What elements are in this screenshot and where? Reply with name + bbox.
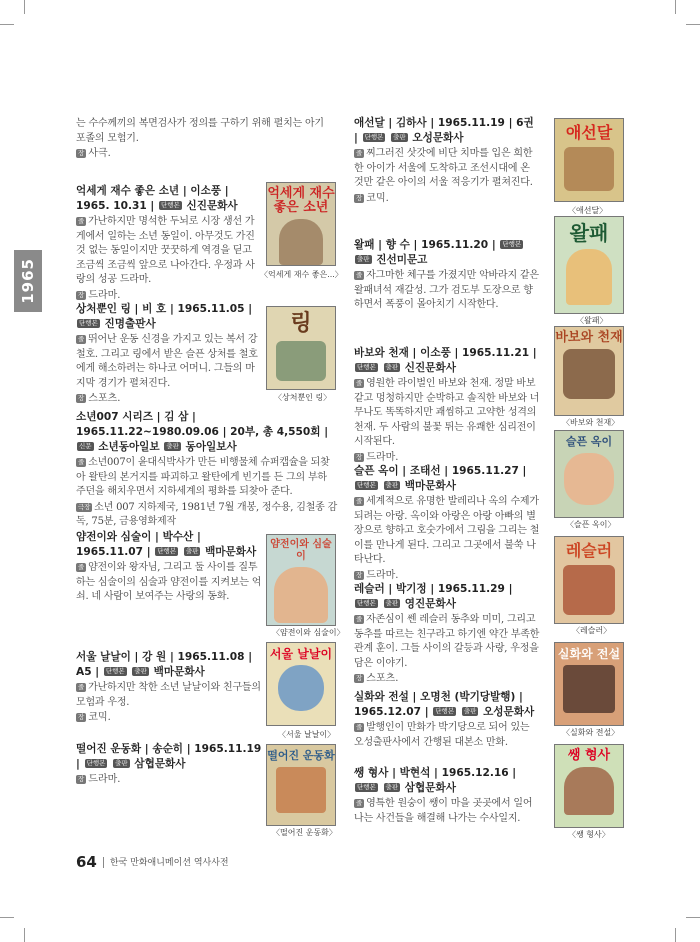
- format-tag: 신문: [79, 442, 92, 450]
- entry-heading: 얌전이와 심술이 | 박수산 | 1965.11.07 | 단행본 출판 백마문화사: [76, 531, 257, 558]
- cover-image: 슬픈 옥이: [554, 430, 624, 518]
- publisher-tag: 출판: [185, 547, 199, 555]
- format-tag: 단행본: [86, 759, 106, 767]
- format-tag: 단행본: [79, 319, 98, 327]
- format-tag: 단행본: [357, 481, 376, 489]
- desc-mark: 줄: [78, 683, 85, 691]
- entry-extra: 극장 소년 007 지하제국, 1981년 7월 개봉, 정수용, 김철종 감독, 75분, 금용영화제작: [76, 501, 338, 527]
- entry: [76, 650, 262, 725]
- entry-heading: 애선달 | 김하사 | 1965.11.19 | 6권 | 단행본 출판 오성문화사: [354, 117, 534, 144]
- entry-genre: 장 드라마.: [78, 774, 121, 785]
- crop-mark: [0, 24, 14, 25]
- publisher-tag: 출판: [385, 363, 399, 371]
- cover-image: 쌩 형사: [554, 744, 624, 828]
- crop-mark: [675, 0, 676, 14]
- cover-caption: 〈억세게 재수 좋은...〉: [260, 270, 343, 279]
- entry: [76, 410, 338, 530]
- entry-description: 줄 영원한 라이벌인 바보와 천재. 정말 바보같고 멍청하지만 순박하고 솔직한 바보와 너무나도 똑똑하지만 괘씸하고 고약한 성격의 천재. 두 사람의 불꽃 튀는 유쾌한 심리전이 시작된다.: [354, 378, 540, 447]
- cover-caption: 〈쌩 형사〉: [568, 830, 610, 839]
- genre-mark: 장: [78, 149, 85, 157]
- crop-mark: [686, 24, 700, 25]
- entry-genre: 장 사극.: [78, 148, 111, 159]
- cover-image: 억세게 재수 좋은 소년: [266, 182, 336, 266]
- crop-mark: [0, 917, 14, 918]
- cover-image: 바보와 천재: [554, 326, 624, 416]
- entry: [354, 464, 540, 583]
- cover-caption: 〈떨어진 운동화〉: [272, 828, 337, 837]
- format-tag: 단행본: [502, 240, 522, 248]
- year-label: 1965: [19, 258, 37, 304]
- year-side-tab: [14, 250, 42, 312]
- genre-mark: 장: [356, 674, 363, 682]
- cover-caption: 〈실화와 전설〉: [562, 728, 620, 737]
- cover-image: 서울 날날이: [266, 642, 336, 726]
- desc-mark: 줄: [356, 799, 363, 807]
- entry-description: 줄 찌그러진 삿갓에 비단 치마를 입은 희한한 아이가 서울에 도착하고 조선시대에 온 것만 같은 아이의 서울 적응기가 펼쳐진다.: [354, 148, 533, 188]
- publisher-tag: 출판: [115, 759, 128, 767]
- entry: [354, 582, 540, 686]
- entry-genre: 장 스포츠.: [78, 393, 121, 404]
- cover-image: 얌전이와 심술이: [266, 534, 336, 626]
- entry-heading: 서울 날날이 | 강 원 | 1965.11.08 | A5 | 단행본 출판 백마문화사: [76, 651, 253, 678]
- entry-description: 줄 가난하지만 명석한 두뇌로 시장 생선 가게에서 일하는 소년 동일이. 아무것도 가진 것 없는 동일이지만 꿋꿋하게 역경을 딛고 조금씩 조금씩 앞으로 나아간다. 우정과 사랑의 성공 드라마.: [76, 216, 255, 285]
- format-tag: 단행본: [357, 599, 376, 607]
- entry: [76, 184, 262, 303]
- entry-heading: 억세게 재수 좋은 소년 | 이소풍 | 1965. 10.31 | 단행본 신진문화사: [76, 185, 238, 212]
- book-title: 한국 만화애니메이션 역사사전: [109, 858, 229, 868]
- entry-heading: 쌩 형사 | 박현석 | 1965.12.16 | 단행본 출판 삼협문화사: [354, 767, 517, 794]
- format-tag: 단행본: [160, 201, 180, 209]
- desc-mark: 줄: [78, 563, 85, 571]
- cover-image: 애선달: [554, 118, 624, 202]
- format-tag: 단행본: [105, 667, 125, 675]
- publisher-tag: 출판: [134, 667, 147, 675]
- entry-description: 줄 발행인이 만화가 박기당으로 되어 있는 오성출판사에서 간행된 대본소 만화.: [354, 722, 530, 748]
- cover-caption: 〈레슬러〉: [572, 626, 612, 635]
- entry-heading: 슬픈 옥이 | 조태선 | 1965.11.27 | 단행본 출판 백마문화사: [354, 465, 527, 492]
- cover-caption: 〈상처뿐인 링〉: [274, 393, 332, 402]
- entry-heading: 레슬러 | 박기정 | 1965.11.29 | 단행본 출판 영진문화사: [354, 583, 513, 610]
- entry-heading: 왈패 | 향 수 | 1965.11.20 | 단행본 출판 진선미문고: [354, 239, 522, 266]
- entry-description: 줄 얌전이와 왕자님, 그리고 둘 사이를 질투하는 심술이의 심술과 얌전이를 지켜보는 억쇠. 네 사람이 보여주는 사랑의 동화.: [76, 562, 262, 602]
- desc-mark: 줄: [78, 335, 85, 343]
- desc-mark: 줄: [356, 615, 363, 623]
- publisher-tag: 출판: [393, 133, 406, 141]
- entry-genre: 장 드라마.: [78, 289, 121, 301]
- cover-image: 실화와 전설: [554, 642, 624, 726]
- entry-genre: 장 스포츠.: [356, 673, 399, 684]
- desc-mark: 줄: [78, 217, 85, 225]
- entry-description: 줄 뛰어난 운동 신경을 가지고 있는 복서 강철호. 그리고 링에서 받은 슬픈 상처를 철호에게 해소하려는 하나코 어머니. 그들의 마지막 경기가 펼쳐진다.: [76, 334, 258, 389]
- cover-caption: 〈얌전이와 심술이〉: [272, 628, 345, 637]
- entry: [354, 690, 540, 750]
- crop-mark: [24, 928, 25, 942]
- desc-mark: 줄: [356, 271, 363, 279]
- format-tag: 단행본: [435, 707, 455, 715]
- entry-description: 줄 영특한 원숭이 쌩이 마을 곳곳에서 일어나는 사건들을 해결해 나가는 수사일지.: [354, 798, 533, 824]
- entry-description: 는 수수께끼의 복면검사가 정의를 구하기 위해 펼치는 아기 포졸의 모험기.: [76, 118, 324, 144]
- entry: [354, 346, 540, 465]
- cover-image: 링: [266, 306, 336, 390]
- genre-mark: 장: [78, 394, 85, 402]
- entry-description: 줄 자그마한 체구를 가졌지만 악바라지 같은 왈패녀석 재갈성. 그가 검도부 도장으로 향하면서 폭풍이 몰아치기 시작한다.: [354, 270, 539, 310]
- cover-caption: 〈서울 날날이〉: [278, 730, 336, 739]
- cover-image: 레슬러: [554, 536, 624, 624]
- genre-mark: 장: [356, 452, 363, 461]
- format-tag: 단행본: [157, 547, 177, 555]
- entry: [76, 302, 262, 406]
- cover-caption: 〈애선달〉: [568, 206, 608, 215]
- page-number: 64: [76, 853, 97, 871]
- publisher-tag: 출판: [385, 481, 399, 489]
- page-footer: [76, 853, 229, 871]
- desc-mark: 줄: [356, 723, 363, 731]
- format-tag: 단행본: [357, 363, 376, 371]
- entry-heading: 소년007 시리즈 | 김 삼 | 1965.11.22~1980.09.06 | 20부, 총 4,550회 | 신문 소년동아일보 출판 동아일보사: [76, 411, 329, 453]
- cover-caption: 〈바보와 천재〉: [562, 418, 620, 427]
- cover-image: 떨어진 운동화: [266, 744, 336, 826]
- entry-genre: 장 코믹.: [356, 192, 389, 204]
- desc-mark: 줄: [78, 458, 85, 466]
- desc-mark: 줄: [356, 149, 363, 157]
- entry-description: 줄 가난하지만 착한 소년 날날이와 친구들의 모험과 우정.: [76, 682, 261, 708]
- entry-heading: 상처뿐인 링 | 비 호 | 1965.11.05 | 단행본 진명출판사: [76, 303, 253, 330]
- entry-heading: 바보와 천재 | 이소풍 | 1965.11.21 | 단행본 출판 신진문화사: [354, 347, 537, 374]
- footer-divider: [103, 857, 104, 868]
- entry-description: 줄 자존심이 쎈 레슬러 동추와 미미, 그리고 동추를 따르는 친구라고 하기엔 약간 부족한 관계 훈이. 그들 사이의 갈등과 사랑, 우정을 담은 이야기.: [354, 614, 540, 669]
- entry-description: 줄 세계적으로 유명한 발레리나 옥의 수제가 되려는 아랑. 옥이와 아랑은 아랑 아빠의 별장으로 향하고 호숫가에서 그림을 그리는 철이를 만나게 된다. 그리고 그곳에서 불쑥 나타난다.: [354, 496, 540, 565]
- publisher-tag: 출판: [357, 255, 370, 263]
- crop-mark: [675, 928, 676, 942]
- format-tag: 단행본: [364, 133, 384, 141]
- entry-genre: 장 드라마.: [356, 451, 399, 463]
- cover-caption: 〈왈패〉: [576, 316, 608, 325]
- genre-mark: 장: [78, 290, 85, 299]
- genre-mark: 장: [78, 775, 85, 783]
- entry: [354, 116, 540, 206]
- entry-heading: 떨어진 운동화 | 송순히 | 1965.11.19 | 단행본 출판 삼협문화사: [76, 743, 262, 770]
- crop-mark: [24, 0, 25, 14]
- entry: [76, 530, 262, 605]
- publisher-tag: 출판: [166, 442, 179, 450]
- entry-heading: 실화와 전설 | 오명천 (박기당발행) | 1965.12.07 | 단행본 출판 오성문화사: [354, 691, 535, 718]
- genre-mark: 장: [356, 570, 363, 579]
- publisher-tag: 출판: [385, 783, 399, 791]
- film-mark: 극장: [78, 502, 91, 511]
- genre-mark: 장: [356, 193, 363, 202]
- entry-genre: 장 드라마.: [356, 569, 399, 581]
- crop-mark: [686, 917, 700, 918]
- entry: [354, 766, 540, 826]
- cover-image: 왈패: [554, 216, 624, 314]
- entry-genre: 장 코믹.: [78, 712, 111, 723]
- cover-caption: 〈슬픈 옥이〉: [566, 520, 616, 529]
- publisher-tag: 출판: [385, 599, 399, 607]
- entry-description: 줄 소년007이 윤대식박사가 만든 비행물체 슈퍼캡슐을 되찾아 왈탄의 본거지를 파괴하고 왈탄에게 빈기를 든 그의 부하 주던을 해치우면서 지하세계의 평화를 되찾아 준다.: [76, 457, 330, 497]
- publisher-tag: 출판: [463, 707, 477, 715]
- format-tag: 단행본: [357, 783, 376, 791]
- continuation-entry: [76, 116, 336, 161]
- entry: [354, 238, 540, 313]
- desc-mark: 줄: [356, 497, 363, 505]
- desc-mark: 줄: [356, 379, 363, 387]
- genre-mark: 장: [78, 713, 85, 721]
- entry: [76, 742, 262, 787]
